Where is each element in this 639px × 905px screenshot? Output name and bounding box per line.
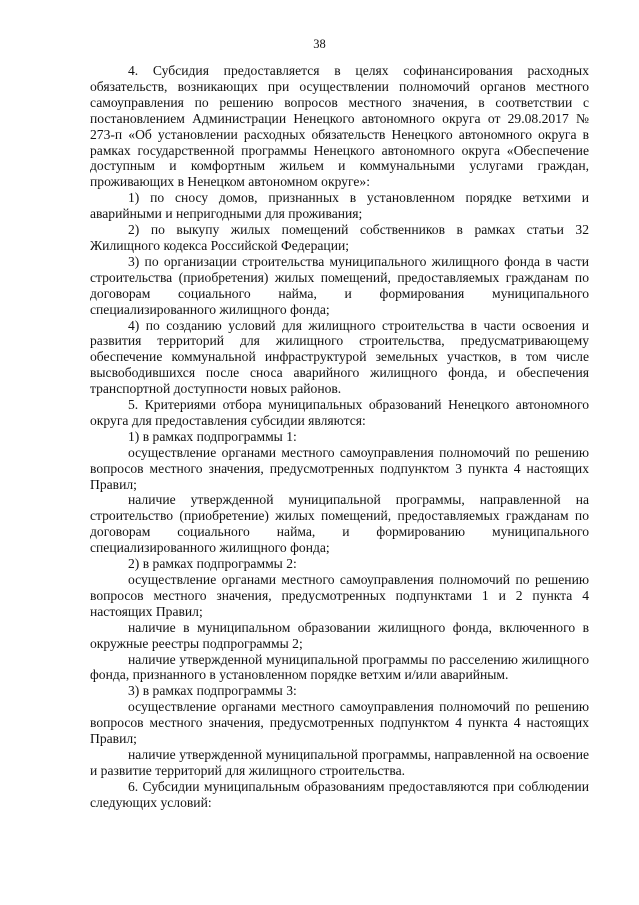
paragraph-4-item-3: 3) по организации строительства муниципального жилищного фонда в части строительства (приобретения) жилых помещений, предоставляемых гражданам по договорам социального найма, и формирования муниципального специализированного жилищного фонда; — [90, 253, 589, 317]
subprogram-1-criterion-1: осуществление органами местного самоуправления полномочий по решению вопросов местного значения, предусмотренных подпунктом 3 пункта 4 настоящих Правил; — [90, 444, 589, 492]
paragraph-6: 6. Субсидии муниципальным образованиям предоставляются при соблюдении следующих условий: — [90, 778, 589, 810]
subprogram-3-criterion-1: осуществление органами местного самоуправления полномочий по решению вопросов местного значения, предусмотренных подпунктом 4 пункта 4 настоящих Правил; — [90, 699, 589, 747]
paragraph-4: 4. Субсидия предоставляется в целях софинансирования расходных обязательств, возникающих при осуществлении полномочий органов местного самоуправления по решению вопросов местного значения, в соответствии с постановлением Администрации Ненецкого автономного округа от 29.08.2017 № 273-п «Об установлении расходных обязательств Ненецкого автономного округа в рамках государственной программы Ненецкого автономного округа «Обеспечение доступным и комфортным жильем и коммунальными услугами граждан, проживающих в Ненецком автономном округе»: — [90, 63, 589, 190]
subprogram-3-criterion-2: наличие утвержденной муниципальной программы, направленной на освоение и развитие территорий для жилищного строительства. — [90, 746, 589, 778]
subprogram-2-criterion-2: наличие в муниципальном образовании жилищного фонда, включенного в окружные реестры подпрограммы 2; — [90, 619, 589, 651]
subprogram-2-criterion-1: осуществление органами местного самоуправления полномочий по решению вопросов местного значения, предусмотренных подпунктами 1 и 2 пункта 4 настоящих Правил; — [90, 572, 589, 619]
paragraph-4-item-2: 2) по выкупу жилых помещений собственников в рамках статьи 32 Жилищного кодекса Российской Федерации; — [90, 222, 589, 253]
subprogram-2-criterion-3: наличие утвержденной муниципальной программы по расселению жилищного фонда, признанного в установленном порядке ветхим и/или аварийным. — [90, 651, 589, 683]
paragraph-4-item-4: 4) по созданию условий для жилищного строительства в части освоения и развития территорий для жилищного строительства, предусматривающему обеспечение коммунальной инфраструктурой земельных участков, в том числе высвободившихся после сноса аварийного жилищного фонда, и обеспечения транспортной доступности новых районов. — [90, 317, 589, 397]
subprogram-1-heading: 1) в рамках подпрограммы 1: — [128, 428, 297, 444]
subprogram-2-heading: 2) в рамках подпрограммы 2: — [128, 556, 297, 572]
subprogram-1-criterion-2: наличие утвержденной муниципальной программы, направленной на строительство (приобретение) жилых помещений, предоставляемых гражданам по договорам социального найма, и формированию муниципального специализированного жилищного фонда; — [90, 492, 589, 556]
page-number: 38 — [313, 37, 326, 51]
subprogram-3-heading: 3) в рамках подпрограммы 3: — [128, 683, 297, 699]
paragraph-4-item-1: 1) по сносу домов, признанных в установленном порядке ветхими и аварийными и непригодными для проживания; — [90, 190, 589, 222]
paragraph-5: 5. Критериями отбора муниципальных образований Ненецкого автономного округа для предоставления субсидии являются: — [90, 397, 589, 428]
document-body — [90, 63, 589, 811]
